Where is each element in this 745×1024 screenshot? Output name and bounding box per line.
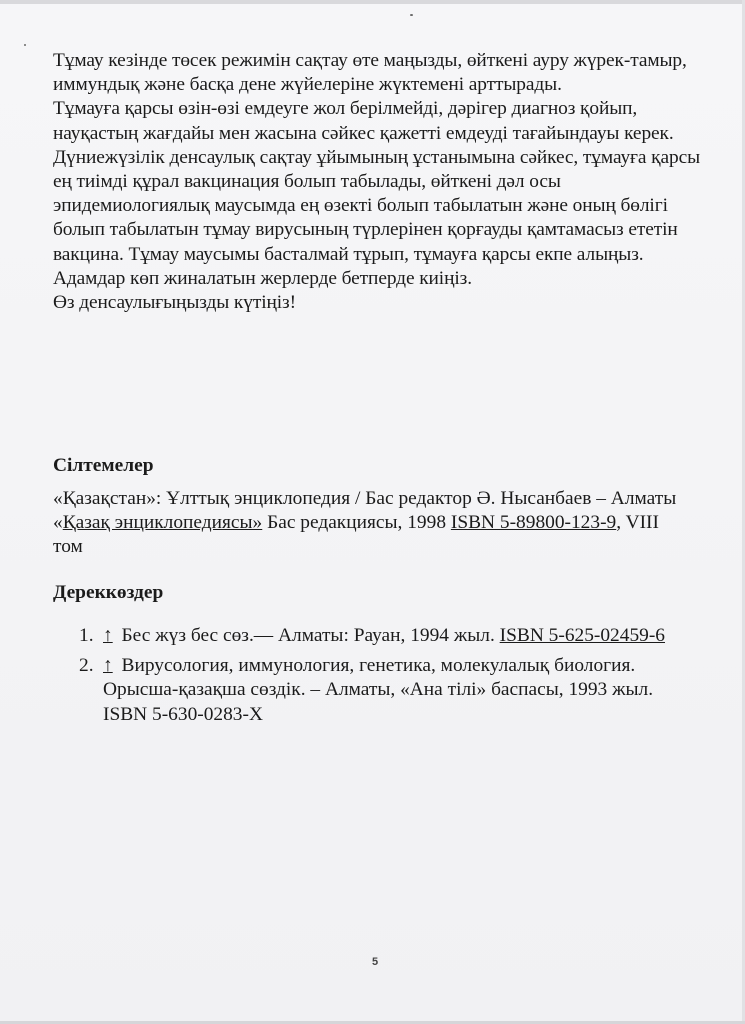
encyclopedia-link[interactable]: Қазақ энциклопедиясы»	[62, 512, 263, 534]
sources-list	[53, 624, 693, 733]
body-text	[53, 49, 703, 315]
paragraph: Адамдар көп жиналатын жерлерде бетперде киіңіз.	[53, 267, 472, 289]
source-text: Бес жүз бес сөз.— Алматы: Рауан, 1994 жыл.	[116, 625, 500, 646]
item-number: 2.	[79, 655, 94, 677]
reference-text: , VIII том	[53, 512, 659, 558]
scan-edge-top	[0, 0, 745, 4]
sources-heading: Дереккөздер	[53, 582, 164, 603]
item-number: 1.	[79, 625, 94, 646]
backlink-arrow-icon[interactable]: ↑	[103, 625, 113, 646]
page-number: 5	[372, 956, 379, 968]
scan-speck	[410, 14, 413, 16]
scan-speck	[24, 44, 26, 46]
references-heading: Сілтемелер	[53, 455, 154, 476]
reference-entry	[53, 487, 693, 560]
paragraph: Дүниежүзілік денсаулық сақтау ұйымының ұстанымына сәйкес, тұмауға қарсы ең тиімді құрал вакцинация болып табылады, өйткені дәл осы эпидемиологиялық маусымда ең өзекті болып табылатын және оның бөлігі болып табылатын тұмау вирусының түрлерінен қорғауды қамтамасыз ететін вакцина. Тұмау маусымы басталмай тұрып, тұмауға қарсы екпе алыңыз.	[53, 146, 701, 265]
isbn-link[interactable]: ISBN 5-89800-123-9	[450, 512, 617, 534]
reference-text: «Қазақстан»: Ұлттық энциклопедия / Бас редактор Ә. Нысанбаев – Алматы «	[53, 488, 677, 534]
paragraph: Тұмауға қарсы өзін-өзі емдеуге жол берілмейді, дәрігер диагноз қойып, науқастың жағдайы мен жасына сәйкес қажетті емдеуді тағайындауы керек.	[53, 98, 674, 144]
list-item	[53, 624, 693, 648]
list-item	[53, 654, 693, 727]
source-text: Вирусология, иммунология, генетика, молекулалық биология. Орысша-қазақша сөздік. – Алматы, «Ана тілі» баспасы, 1993 жыл. ISBN 5-630-0283-X	[103, 655, 654, 725]
reference-text: Бас редакциясы, 1998	[262, 512, 451, 534]
backlink-arrow-icon[interactable]: ↑	[103, 655, 113, 677]
paragraph: Өз денсаулығыңызды күтіңіз!	[53, 292, 296, 314]
isbn-link[interactable]: ISBN 5-625-02459-6	[499, 625, 665, 646]
paragraph: Тұмау кезінде төсек режимін сақтау өте маңызды, өйткені ауру жүрек-тамыр, иммундық және басқа дене жүйелеріне жүктемені арттырады.	[53, 50, 687, 96]
